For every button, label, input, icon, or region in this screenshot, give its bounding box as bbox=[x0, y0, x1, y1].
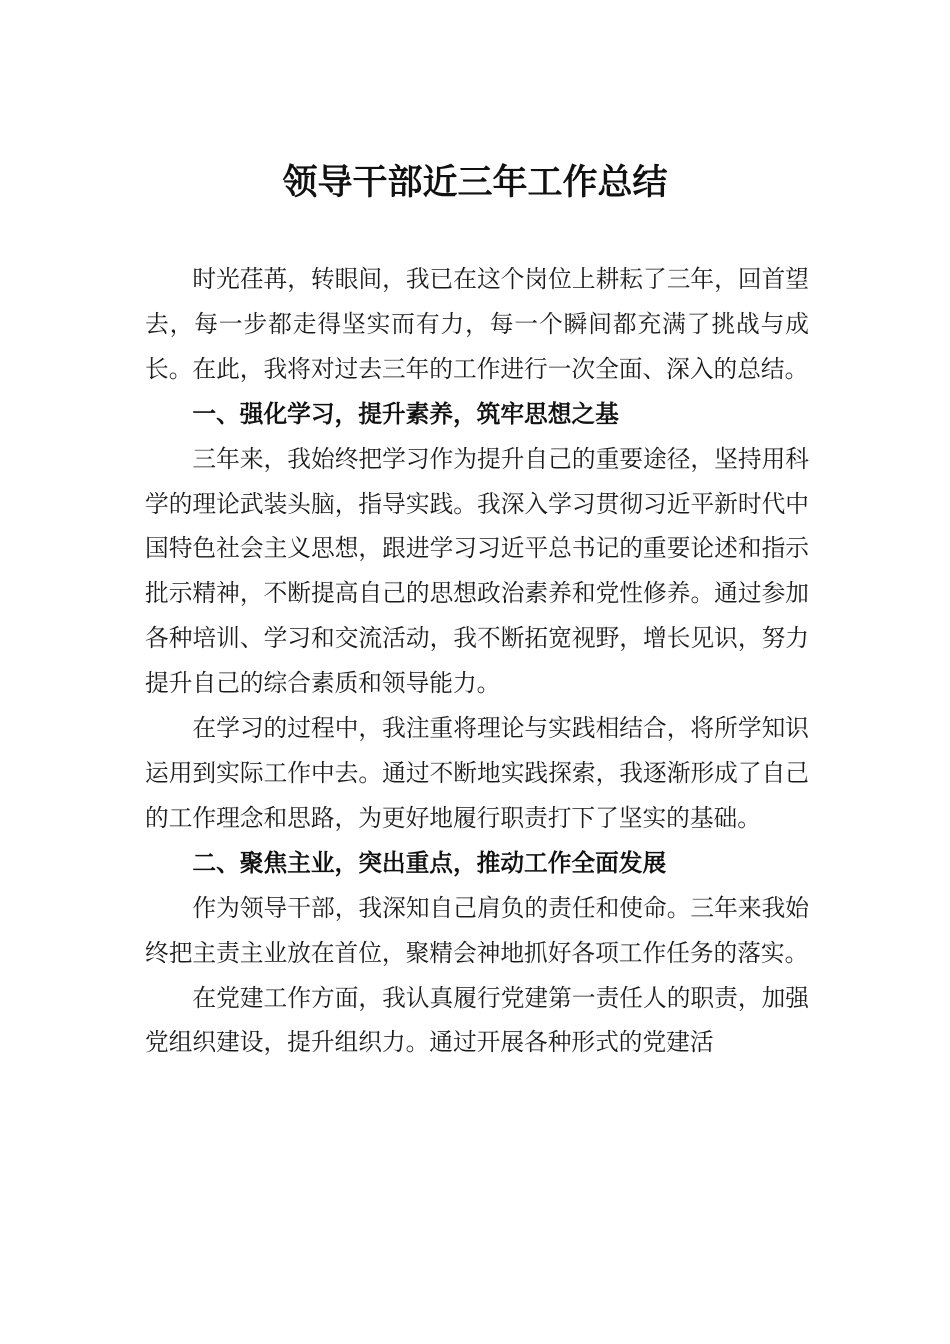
document-title: 领导干部近三年工作总结 bbox=[282, 162, 668, 203]
section-1-paragraph-1: 三年来，我始终把学习作为提升自己的重要途径，坚持用科学的理论武装头脑，指导实践。我深入学习贯彻习近平新时代中国特色社会主义思想，跟进学习习近平总书记的重要论述和指示批示精神，不断提高自己的思想政治素养和党性修养。通过参加各种培训、学习和交流活动，我不断拓宽视野，增长见识，努力提升自己的综合素质和领导能力。 bbox=[145, 444, 809, 698]
section-1-paragraph-2: 在学习的过程中，我注重将理论与实践相结合，将所学知识运用到实际工作中去。通过不断地实践探索，我逐渐形成了自己的工作理念和思路，为更好地履行职责打下了坚实的基础。 bbox=[145, 714, 809, 832]
section-heading-2: 二、聚焦主业，突出重点，推动工作全面发展 bbox=[192, 848, 667, 877]
section-2-paragraph-2: 在党建工作方面，我认真履行党建第一责任人的职责，加强党组织建设，提升组织力。通过开展各种形式的党建活 bbox=[145, 983, 809, 1057]
section-2-paragraph-1: 作为领导干部，我深知自己肩负的责任和使命。三年来我始终把主责主业放在首位，聚精会神地抓好各项工作任务的落实。 bbox=[145, 893, 809, 967]
intro-paragraph: 时光荏苒，转眼间，我已在这个岗位上耕耘了三年，回首望去，每一步都走得坚实而有力，每一个瞬间都充满了挑战与成长。在此，我将对过去三年的工作进行一次全面、深入的总结。 bbox=[145, 265, 809, 383]
section-heading-1: 一、强化学习，提升素养，筑牢思想之基 bbox=[192, 399, 619, 428]
document-body bbox=[145, 257, 809, 1065]
